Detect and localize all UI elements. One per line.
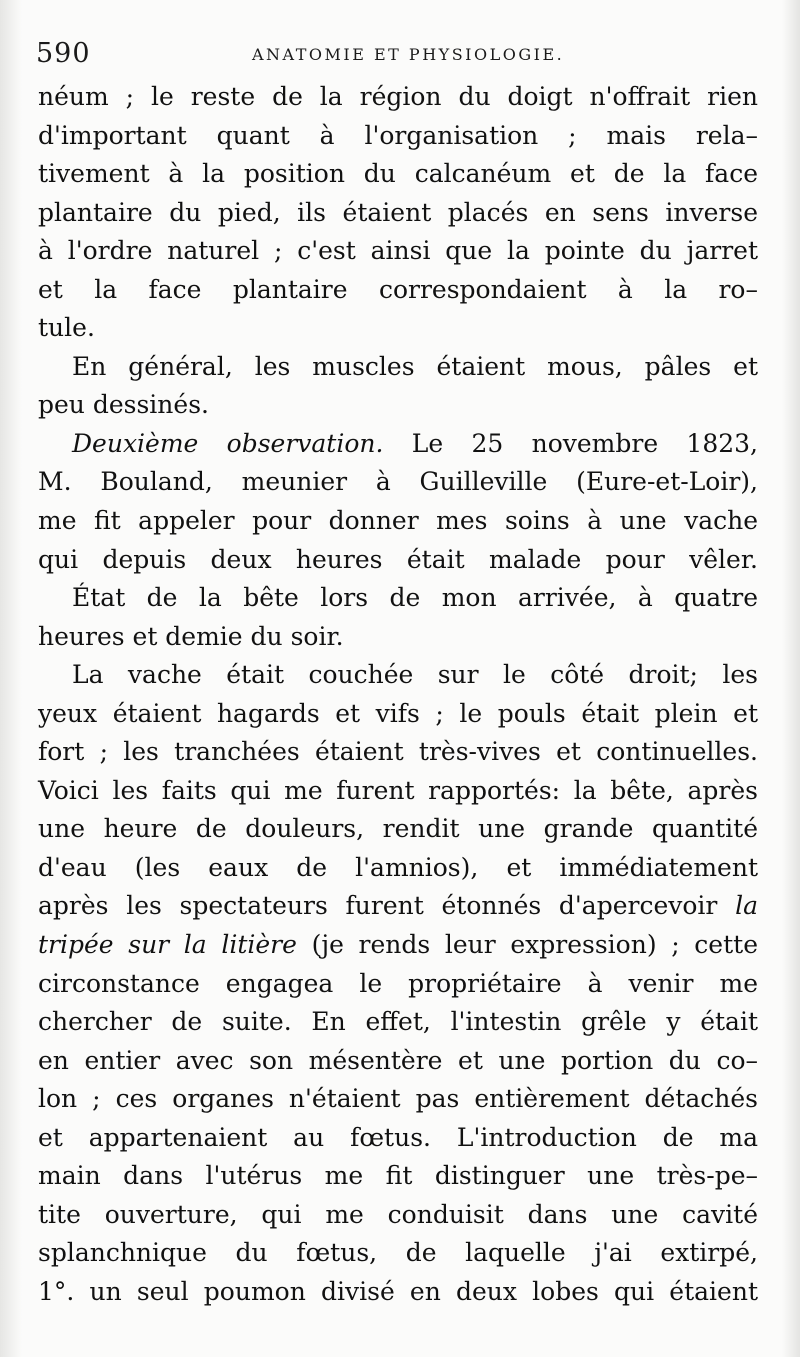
text-line: et appartenaient au fœtus. L'introduction de ma	[38, 1122, 758, 1152]
text-line: d'important quant à l'organisation ; mais rela–	[38, 120, 758, 150]
text-roman: après les spectateurs furent étonnés d'apercevoir	[38, 891, 736, 921]
observation-heading-line	[38, 425, 758, 464]
text-line: et la face plantaire correspondaient à la ro–	[38, 274, 758, 304]
observation-date: Le 25 novembre 1823,	[383, 428, 759, 458]
text-line: 1°. un seul poumon divisé en deux lobes qui étaient	[38, 1276, 758, 1306]
text-line: circonstance engagea le propriétaire à venir me	[38, 968, 758, 998]
paragraph-first-line: La vache était couchée sur le côté droit; les	[72, 660, 758, 690]
body-text	[38, 78, 758, 1312]
page-edge-shadow-right	[782, 0, 800, 1357]
text-line-mixed	[38, 926, 758, 965]
text-line: tivement à la position du calcanéum et de la face	[38, 159, 758, 189]
text-line: à l'ordre naturel ; c'est ainsi que la pointe du jarret	[38, 236, 758, 266]
page-edge-shadow-left	[0, 0, 22, 1357]
text-line-mixed	[38, 887, 758, 926]
text-line: qui depuis deux heures était malade pour vêler.	[38, 544, 758, 574]
paragraph-first-line: État de la bête lors de mon arrivée, à quatre	[72, 583, 758, 613]
page-header	[36, 38, 756, 72]
observation-title: Deuxième observation.	[72, 428, 384, 458]
text-line: tule.	[38, 313, 95, 343]
page-number: 590	[36, 38, 91, 69]
text-italic: la	[735, 891, 758, 921]
text-line: lon ; ces organes n'étaient pas entièrement détachés	[38, 1084, 758, 1114]
text-line: d'eau (les eaux de l'amnios), et immédiatement	[38, 852, 758, 882]
running-head: ANATOMIE ET PHYSIOLOGIE.	[252, 45, 565, 64]
text-line: heures et demie du soir.	[38, 621, 344, 651]
text-line: splanchnique du fœtus, de laquelle j'ai extirpé,	[38, 1238, 758, 1268]
text-line: plantaire du pied, ils étaient placés en sens inverse	[38, 197, 758, 227]
text-line: M. Bouland, meunier à Guilleville (Eure-et-Loir),	[38, 467, 758, 497]
text-line: peu dessinés.	[38, 390, 209, 420]
text-line: en entier avec son mésentère et une portion du co–	[38, 1045, 758, 1075]
text-line: néum ; le reste de la région du doigt n'offrait rien	[38, 82, 758, 111]
text-line: main dans l'utérus me fit distinguer une très-pe–	[38, 1161, 758, 1191]
text-line: Voici les faits qui me furent rapportés: la bête, après	[38, 775, 758, 805]
text-line: yeux étaient hagards et vifs ; le pouls était plein et	[38, 698, 758, 728]
text-line: une heure de douleurs, rendit une grande quantité	[38, 814, 758, 844]
text-line: chercher de suite. En effet, l'intestin grêle y était	[38, 1007, 758, 1037]
quoted-expression: tripée sur la litière	[38, 930, 297, 960]
text-line: fort ; les tranchées étaient très-vives et continuelles.	[38, 737, 758, 767]
paragraph-first-line: En général, les muscles étaient mous, pâles et	[72, 351, 758, 381]
text-roman: (je rends leur expression) ; cette	[296, 930, 758, 960]
text-line: me fit appeler pour donner mes soins à une vache	[38, 506, 758, 536]
text-line: tite ouverture, qui me conduisit dans une cavité	[38, 1199, 758, 1229]
